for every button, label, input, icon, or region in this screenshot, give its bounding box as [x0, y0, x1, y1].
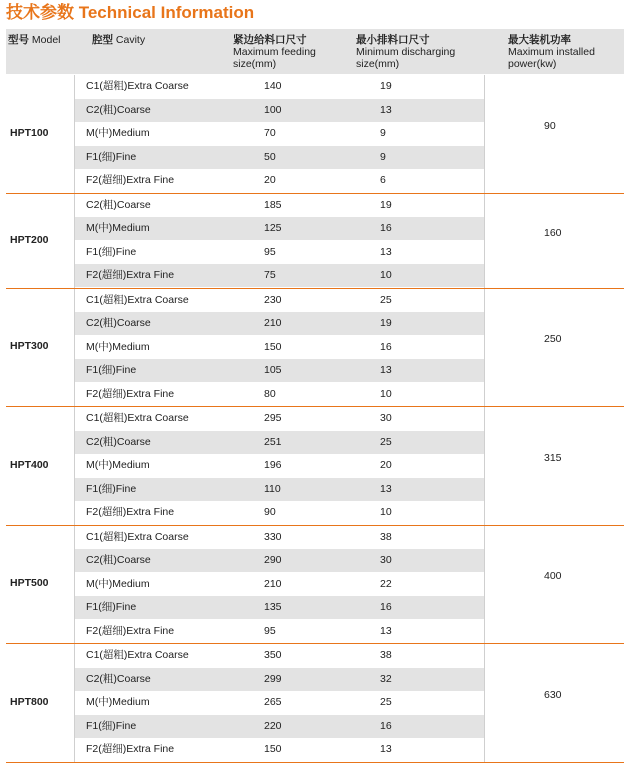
- discharge-size-cell: 32: [380, 672, 392, 685]
- cavity-cell: F1(细)Fine: [86, 719, 137, 732]
- model-name: HPT300: [10, 340, 49, 353]
- table-row: [74, 691, 484, 714]
- model-name: HPT500: [10, 577, 49, 590]
- cavity-cell: C2(粗)Coarse: [86, 672, 151, 685]
- cavity-cell: C2(粗)Coarse: [86, 198, 151, 211]
- feed-size-cell: 210: [264, 577, 282, 590]
- discharge-size-cell: 9: [380, 127, 386, 139]
- table-row: [74, 431, 484, 454]
- table-row: [74, 194, 484, 217]
- table-row: [74, 454, 484, 477]
- column-divider: [74, 75, 75, 193]
- cavity-cell: C2(粗)Coarse: [86, 317, 151, 329]
- feed-size-cell: 251: [264, 435, 282, 448]
- discharge-size-cell: 13: [380, 364, 392, 376]
- discharge-size-cell: 13: [380, 624, 392, 637]
- model-name: HPT100: [10, 126, 49, 139]
- cavity-cell: C2(粗)Coarse: [86, 554, 151, 566]
- table-row: [74, 478, 484, 501]
- discharge-size-cell: 10: [380, 269, 392, 281]
- feed-size-cell: 50: [264, 150, 276, 163]
- table-row: [74, 289, 484, 312]
- table-row: [74, 336, 484, 359]
- header-power-zh: 最大装机功率: [508, 34, 571, 46]
- cavity-cell: F2(超细)Extra Fine: [86, 506, 175, 518]
- discharge-size-cell: 38: [380, 649, 392, 661]
- discharge-size-cell: 38: [380, 530, 392, 543]
- discharge-size-cell: 10: [380, 387, 392, 400]
- table-row: [74, 99, 484, 122]
- power-value: 90: [544, 119, 556, 132]
- cavity-cell: C2(粗)Coarse: [86, 435, 151, 448]
- model-group: [6, 75, 624, 193]
- power-value: 630: [544, 688, 562, 701]
- cavity-cell: F2(超细)Extra Fine: [86, 269, 175, 281]
- header-cavity-zh: 腔型: [92, 34, 113, 46]
- discharge-size-cell: 13: [380, 103, 392, 116]
- feed-size-cell: 110: [264, 482, 281, 495]
- discharge-size-cell: 16: [380, 601, 392, 613]
- table-row: [74, 75, 484, 98]
- feed-size-cell: 196: [264, 459, 282, 471]
- column-divider: [74, 289, 75, 407]
- discharge-size-cell: 6: [380, 174, 386, 186]
- feed-size-cell: 150: [264, 743, 282, 755]
- header-cavity: [92, 34, 145, 46]
- discharge-size-cell: 25: [380, 293, 392, 306]
- feed-size-cell: 220: [264, 719, 282, 732]
- feed-size-cell: 330: [264, 530, 282, 543]
- cavity-cell: F2(超细)Extra Fine: [86, 624, 175, 637]
- cavity-cell: F1(细)Fine: [86, 482, 137, 495]
- feed-size-cell: 80: [264, 387, 276, 400]
- feed-size-cell: 100: [264, 103, 282, 116]
- column-divider: [484, 407, 485, 525]
- table-row: [74, 715, 484, 738]
- cavity-cell: M(中)Medium: [86, 127, 150, 139]
- cavity-cell: M(中)Medium: [86, 696, 150, 708]
- table-row: [74, 501, 484, 524]
- discharge-size-cell: 16: [380, 719, 392, 732]
- header-power-en1: Maximum installed: [508, 46, 595, 58]
- feed-size-cell: 210: [264, 317, 282, 329]
- group-divider: [6, 762, 624, 763]
- cavity-cell: M(中)Medium: [86, 577, 150, 590]
- header-power: [508, 34, 595, 70]
- table-row: [74, 359, 484, 382]
- discharge-size-cell: 25: [380, 435, 392, 448]
- table-row: [74, 241, 484, 264]
- model-name: HPT400: [10, 458, 49, 471]
- model-group: [6, 526, 624, 644]
- feed-size-cell: 95: [264, 624, 276, 637]
- model-group: [6, 194, 624, 288]
- header-model-en: Model: [31, 34, 61, 46]
- header-feed-en1: Maximum feeding: [233, 46, 316, 58]
- feed-size-cell: 150: [264, 340, 282, 353]
- feed-size-cell: 70: [264, 127, 276, 139]
- feed-size-cell: 265: [264, 696, 282, 708]
- feed-size-cell: 95: [264, 245, 276, 258]
- power-value: 160: [544, 226, 562, 239]
- header-disc-zh: 最小排料口尺寸: [356, 34, 430, 46]
- cavity-cell: C1(超粗)Extra Coarse: [86, 649, 189, 661]
- table-row: [74, 596, 484, 619]
- table-row: [74, 122, 484, 145]
- feed-size-cell: 299: [264, 672, 282, 685]
- table-row: [74, 383, 484, 406]
- column-divider: [74, 526, 75, 644]
- table-row: [74, 620, 484, 643]
- column-divider: [484, 644, 485, 762]
- table-row: [74, 169, 484, 192]
- header-disc: [356, 34, 455, 70]
- cavity-cell: M(中)Medium: [86, 222, 150, 234]
- column-divider: [484, 194, 485, 288]
- table-header: [6, 29, 624, 74]
- feed-size-cell: 90: [264, 506, 276, 518]
- feed-size-cell: 135: [264, 601, 282, 613]
- model-group: [6, 644, 624, 762]
- feed-size-cell: 105: [264, 364, 282, 376]
- discharge-size-cell: 30: [380, 554, 392, 566]
- model-name: HPT800: [10, 695, 49, 708]
- feed-size-cell: 350: [264, 649, 282, 661]
- cavity-cell: F1(细)Fine: [86, 601, 137, 613]
- header-model: [8, 34, 61, 46]
- table-row: [74, 738, 484, 761]
- table-row: [74, 312, 484, 335]
- feed-size-cell: 295: [264, 412, 282, 424]
- header-cavity-en: Cavity: [115, 34, 146, 46]
- model-group: [6, 289, 624, 407]
- cavity-cell: F1(细)Fine: [86, 150, 137, 163]
- table-row: [74, 217, 484, 240]
- column-divider: [484, 526, 485, 644]
- feed-size-cell: 75: [264, 269, 276, 281]
- cavity-cell: F1(细)Fine: [86, 364, 137, 376]
- discharge-size-cell: 10: [380, 506, 392, 518]
- discharge-size-cell: 13: [380, 743, 392, 755]
- table-row: [74, 644, 484, 667]
- cavity-cell: C1(超粗)Extra Coarse: [86, 530, 189, 543]
- discharge-size-cell: 19: [380, 198, 392, 211]
- feed-size-cell: 185: [264, 198, 282, 211]
- cavity-cell: M(中)Medium: [86, 459, 150, 471]
- header-feed: [233, 34, 316, 70]
- power-value: 315: [544, 451, 562, 464]
- table-row: [74, 549, 484, 572]
- discharge-size-cell: 16: [380, 340, 392, 353]
- feed-size-cell: 125: [264, 222, 282, 234]
- header-disc-en1: Minimum discharging: [356, 46, 456, 58]
- table-row: [74, 573, 484, 596]
- feed-size-cell: 230: [264, 293, 282, 306]
- power-value: 400: [544, 570, 562, 583]
- header-power-en2: power(kw): [508, 58, 557, 70]
- discharge-size-cell: 13: [380, 245, 392, 258]
- header-disc-en2: size(mm): [356, 58, 400, 70]
- table-row: [74, 668, 484, 691]
- feed-size-cell: 290: [264, 554, 282, 566]
- cavity-cell: C1(超粗)Extra Coarse: [86, 80, 189, 92]
- discharge-size-cell: 16: [380, 222, 392, 234]
- cavity-cell: M(中)Medium: [86, 340, 150, 353]
- discharge-size-cell: 22: [380, 577, 392, 590]
- discharge-size-cell: 25: [380, 696, 392, 708]
- table-row: [74, 264, 484, 287]
- discharge-size-cell: 9: [380, 150, 386, 163]
- discharge-size-cell: 13: [380, 482, 392, 495]
- cavity-cell: F1(细)Fine: [86, 245, 137, 258]
- column-divider: [74, 644, 75, 762]
- model-group: [6, 407, 624, 525]
- table-row: [74, 407, 484, 430]
- cavity-cell: C1(超粗)Extra Coarse: [86, 293, 189, 306]
- feed-size-cell: 20: [264, 174, 276, 186]
- header-feed-zh: 紧边给料口尺寸: [233, 34, 307, 46]
- column-divider: [484, 289, 485, 407]
- discharge-size-cell: 30: [380, 412, 392, 424]
- column-divider: [484, 75, 485, 193]
- cavity-cell: C2(粗)Coarse: [86, 103, 151, 116]
- cavity-cell: F2(超细)Extra Fine: [86, 743, 175, 755]
- cavity-cell: F2(超细)Extra Fine: [86, 387, 175, 400]
- model-name: HPT200: [10, 233, 49, 246]
- power-value: 250: [544, 333, 562, 346]
- discharge-size-cell: 19: [380, 80, 392, 92]
- discharge-size-cell: 19: [380, 317, 392, 329]
- column-divider: [74, 194, 75, 288]
- table-row: [74, 526, 484, 549]
- feed-size-cell: 140: [264, 80, 282, 92]
- page-title: 技术参数 Technical Information: [6, 3, 255, 22]
- discharge-size-cell: 20: [380, 459, 392, 471]
- cavity-cell: F2(超细)Extra Fine: [86, 174, 175, 186]
- header-model-zh: 型号: [8, 34, 29, 46]
- header-feed-en2: size(mm): [233, 58, 277, 70]
- table-row: [74, 146, 484, 169]
- cavity-cell: C1(超粗)Extra Coarse: [86, 412, 189, 424]
- column-divider: [74, 407, 75, 525]
